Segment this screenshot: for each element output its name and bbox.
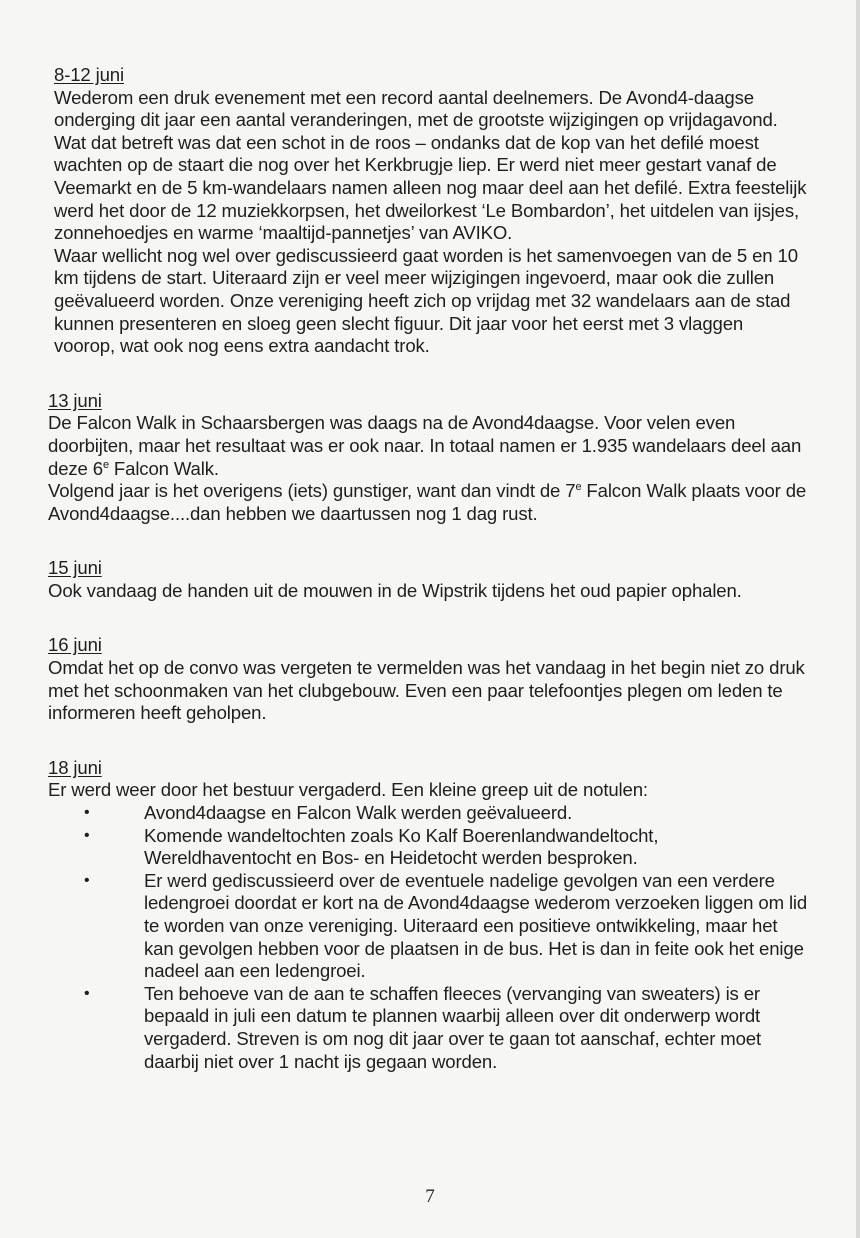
list-item-text: Avond4daagse en Falcon Walk werden geëvalueerd. — [144, 802, 573, 824]
entry-paragraph: Ook vandaag de handen uit de mouwen in de Wipstrik tijdens het oud papier ophalen. — [48, 579, 742, 601]
entry-date: 8-12 juni — [54, 64, 124, 85]
bullet-icon: • — [84, 826, 90, 844]
page-number: 7 — [425, 1186, 435, 1207]
entry-8-12-juni — [54, 58, 808, 358]
entry-16-juni — [48, 628, 808, 724]
list-item-text: Komende wandeltochten zoals Ko Kalf Boerenlandwandeltocht, Wereldhaventocht en Bos- en Heidetocht werden besproken. — [144, 824, 659, 869]
entry-13-juni — [48, 384, 808, 526]
entry-date: 13 juni — [48, 389, 102, 411]
superscript: e — [102, 458, 109, 471]
page-edge — [856, 0, 860, 1238]
bullet-icon: • — [84, 984, 90, 1002]
superscript: e — [575, 481, 582, 494]
entry-paragraph: Wederom een druk evenement met een record aantal deelnemers. De Avond4-daagse onderging dit jaar een aantal veranderingen, met de grootste wijzigingen op vrijdagavond. Wat dat betreft was dat een schot in de roos – ondanks dat de kop van het defilé moest wachten op de staart die nog over het Kerkbrugje liep. Er werd niet meer gestart vanaf de Veemarkt en de 5 km-wandelaars namen alleen nog maar deel aan het defilé. Extra feestelijk werd het door de 12 muziekkorpsen, het dweilorkest ‘Le Bombardon’, het uitdelen van ijsjes, zonnehoedjes en warme ‘maaltijd-pannetjes’ van AVIKO. — [54, 86, 807, 244]
bullet-list — [48, 802, 808, 1073]
bullet-icon: • — [84, 871, 90, 889]
list-item-text: Ten behoeve van de aan te schaffen fleeces (vervanging van sweaters) is er bepaald in juli een datum te plannen waarbij alleen over dit onderwerp wordt vergaderd. Streven is om nog dit jaar over te gaan tot aanschaf, echter moet daarbij niet over 1 nacht ijs gegaan worden. — [144, 982, 762, 1072]
entry-intro: Er werd weer door het bestuur vergaderd. Een kleine greep uit de notulen: — [48, 779, 648, 801]
list-item-text: Er werd gediscussieerd over de eventuele nadelige gevolgen van een verdere ledengroei doordat er kort na de Avond4daagse wederom verzoeken liggen om lid te worden van onze vereniging. Uiteraard een positieve ontwikkeling, maar het kan gevolgen hebben voor de plaatsen in de bus. Het is dan in feite ook het enige nadeel aan een ledengroei. — [144, 869, 808, 982]
list-item — [48, 870, 808, 983]
text-run: Falcon Walk plaats voor de Avond4daagse....dan hebben we daartussen nog 1 dag rust. — [48, 480, 807, 524]
entry-paragraph: Omdat het op de convo was vergeten te vermelden was het vandaag in het begin niet zo druk met het schoonmaken van het clubgebouw. Even een paar telefoontjes plegen om leden te informeren heeft geholpen. — [48, 657, 805, 724]
list-item — [48, 825, 808, 870]
bullet-icon: • — [84, 804, 90, 822]
text-run: De Falcon Walk in Schaarsbergen was daags na de Avond4daagse. Voor velen even doorbijten, maar het resultaat was er ook naar. In totaal namen er 1.935 wandelaars deel aan deze 6 — [48, 412, 802, 479]
entry-date: 16 juni — [48, 634, 102, 656]
list-item — [48, 802, 808, 825]
text-run: Falcon Walk. — [108, 457, 219, 479]
list-item — [48, 983, 808, 1073]
entry-paragraph — [48, 412, 808, 480]
text-run: Volgend jaar is het overigens (iets) gunstiger, want dan vindt de 7 — [48, 480, 576, 502]
entry-date: 18 juni — [48, 756, 102, 778]
entry-paragraph — [48, 480, 808, 525]
entry-15-juni — [48, 551, 808, 602]
entry-18-juni — [48, 751, 808, 1073]
entry-date: 15 juni — [48, 557, 102, 579]
entry-paragraph: Waar wellicht nog wel over gediscussieerd gaat worden is het samenvoegen van de 5 en 10 km tijdens de start. Uiteraard zijn er veel meer wijzigingen ingevoerd, maar ook die zullen geëvalueerd worden. Onze vereniging heeft zich op vrijdag met 32 wandelaars aan de stad kunnen presenteren en sloeg geen slecht figuur. Dit jaar voor het eerst met 3 vlaggen voorop, wat ook nog eens extra aandacht trok. — [54, 244, 798, 357]
document-page — [48, 58, 808, 1099]
